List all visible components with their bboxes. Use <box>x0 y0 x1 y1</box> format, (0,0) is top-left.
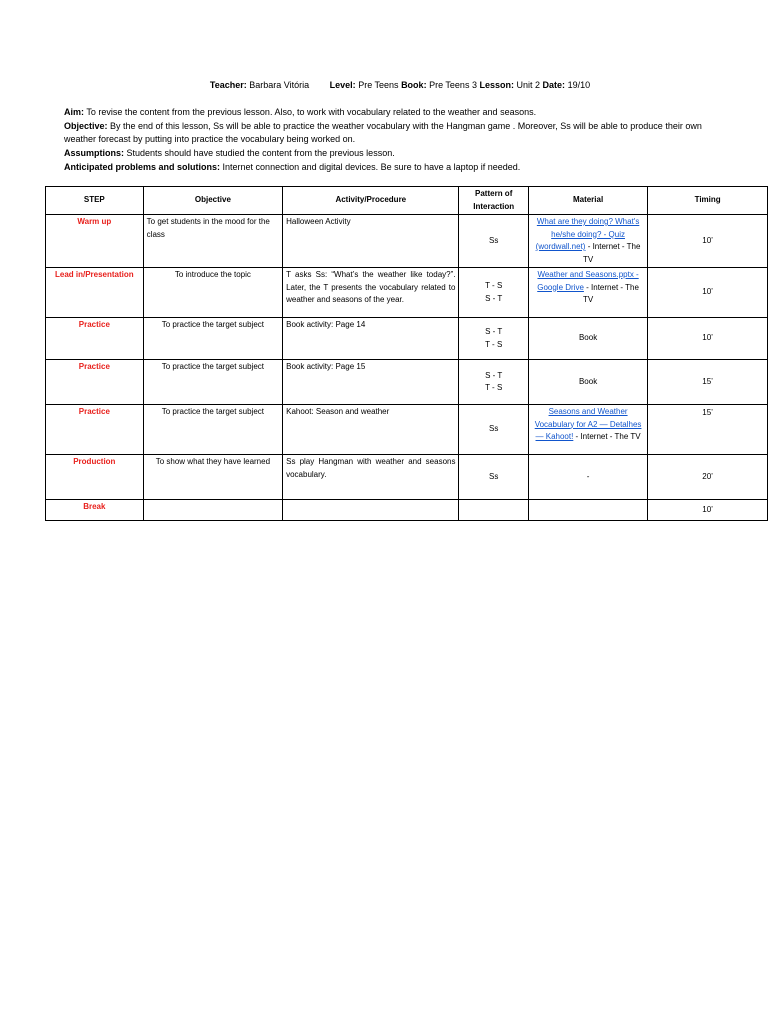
problems-paragraph <box>64 161 714 175</box>
pattern-cell <box>459 268 528 318</box>
table-header-row <box>46 187 768 215</box>
table-row <box>46 360 768 405</box>
pattern-cell <box>459 318 528 360</box>
material-text: - Internet - The TV <box>582 282 639 304</box>
lesson-plan-table <box>45 186 768 521</box>
pattern-line: S - T <box>485 327 503 336</box>
material-cell: - <box>528 455 647 500</box>
table-row <box>46 455 768 500</box>
table-row <box>46 500 768 521</box>
timing-cell: 15’ <box>648 405 768 455</box>
level-label: Level: <box>329 80 356 90</box>
pattern-line: Ss <box>489 235 499 245</box>
table-row <box>46 268 768 318</box>
pattern-cell <box>459 500 528 521</box>
assumptions-text: Students should have studied the content from the previous lesson. <box>126 148 395 159</box>
pattern-line: Ss <box>489 471 499 481</box>
pattern-line: S - T <box>485 293 503 303</box>
material-cell <box>528 405 647 455</box>
step-cell: Warm up <box>46 215 144 268</box>
timing-cell: 10’ <box>648 318 768 360</box>
column-header-objective: Objective <box>143 187 282 215</box>
date-label: Date: <box>542 80 566 90</box>
table-row <box>46 405 768 455</box>
column-header-material: Material <box>528 187 647 215</box>
activity-cell: T asks Ss: “What’s the weather like today?”. Later, the T presents the vocabulary related to weather and seasons of the year. <box>283 268 459 318</box>
activity-cell: Kahoot: Season and weather <box>283 405 459 455</box>
activity-cell: Book activity: Page 15 <box>283 360 459 405</box>
material-cell <box>528 215 647 268</box>
objective-cell: To show what they have learned <box>143 455 282 500</box>
material-cell: Book <box>528 360 647 405</box>
material-text: - Internet - The TV <box>573 432 641 441</box>
step-cell: Practice <box>46 405 144 455</box>
objective-cell: To get students in the mood for the class <box>143 215 282 268</box>
table-row <box>46 318 768 360</box>
level-value: Pre Teens <box>358 80 399 90</box>
objective-cell <box>143 500 282 521</box>
aim-paragraph <box>64 106 714 120</box>
activity-cell: Ss play Hangman with weather and seasons vocabulary. <box>283 455 459 500</box>
material-cell <box>528 500 647 521</box>
table-row <box>46 215 768 268</box>
material-cell: Book <box>528 318 647 360</box>
pattern-line: S - T <box>485 370 503 380</box>
pattern-cell <box>459 360 528 405</box>
teacher-name: Barbara Vitória <box>249 80 310 90</box>
lesson-intro <box>64 106 714 175</box>
pattern-line: T - S <box>485 339 503 349</box>
timing-cell: 20’ <box>648 455 768 500</box>
objective-label: Objective: <box>64 120 108 131</box>
timing-cell: 10’ <box>648 500 768 521</box>
book-value: Pre Teens 3 <box>429 80 477 90</box>
step-cell: Production <box>46 455 144 500</box>
material-link[interactable]: What are they doing? What's he/she doing? - Quiz (wordwall.net) <box>535 217 640 251</box>
timing-cell: 10’ <box>648 268 768 318</box>
timing-cell: 15’ <box>648 360 768 405</box>
objective-paragraph <box>64 120 714 147</box>
column-header-activity: Activity/Procedure <box>283 187 459 215</box>
step-cell: Practice <box>46 318 144 360</box>
pattern-line: T - S <box>485 281 503 290</box>
activity-cell <box>283 500 459 521</box>
assumptions-label: Assumptions: <box>64 148 125 159</box>
objective-cell: To introduce the topic <box>143 268 282 318</box>
pattern-line: T - S <box>485 383 503 392</box>
lesson-value: Unit 2 <box>516 80 541 90</box>
step-cell: Practice <box>46 360 144 405</box>
column-header-step: STEP <box>46 187 144 215</box>
aim-label: Aim: <box>64 107 84 117</box>
book-label: Book: <box>401 80 427 90</box>
material-link[interactable]: Weather and Seasons.pptx - Google Drive <box>537 270 639 292</box>
activity-cell: Book activity: Page 14 <box>283 318 459 360</box>
pattern-cell <box>459 455 528 500</box>
step-cell: Break <box>46 500 144 521</box>
column-header-pattern: Pattern of Interaction <box>459 187 528 215</box>
objective-cell: To practice the target subject <box>143 405 282 455</box>
aim-text: To revise the content from the previous lesson. Also, to work with vocabulary related to the weather and seasons. <box>86 107 537 117</box>
objective-cell: To practice the target subject <box>143 318 282 360</box>
column-header-timing: Timing <box>648 187 768 215</box>
timing-cell: 10’ <box>648 215 768 268</box>
pattern-cell <box>459 405 528 455</box>
lesson-label: Lesson: <box>479 80 514 90</box>
assumptions-paragraph <box>64 147 714 161</box>
problems-text: Internet connection and digital devices. Be sure to have a laptop if needed. <box>222 161 521 172</box>
objective-cell: To practice the target subject <box>143 360 282 405</box>
problems-label: Anticipated problems and solutions: <box>64 161 221 172</box>
material-link[interactable]: Seasons and Weather Vocabulary for A2 — Detalhes — Kahoot! <box>534 407 642 441</box>
date-value: 19/10 <box>567 80 591 90</box>
teacher-label: Teacher: <box>209 80 247 90</box>
pattern-cell <box>459 215 528 268</box>
pattern-line: Ss <box>489 424 499 434</box>
material-text: - Internet - The TV <box>582 242 641 264</box>
lesson-header <box>0 80 768 90</box>
material-cell <box>528 268 647 318</box>
objective-text: By the end of this lesson, Ss will be able to practice the weather vocabulary with the Hangman game . Moreover, Ss will be able to produce their own weather forecast by putting into practice the vocabulary being worked on. <box>64 120 702 145</box>
step-cell: Lead in/Presentation <box>46 268 144 318</box>
activity-cell: Halloween Activity <box>283 215 459 268</box>
